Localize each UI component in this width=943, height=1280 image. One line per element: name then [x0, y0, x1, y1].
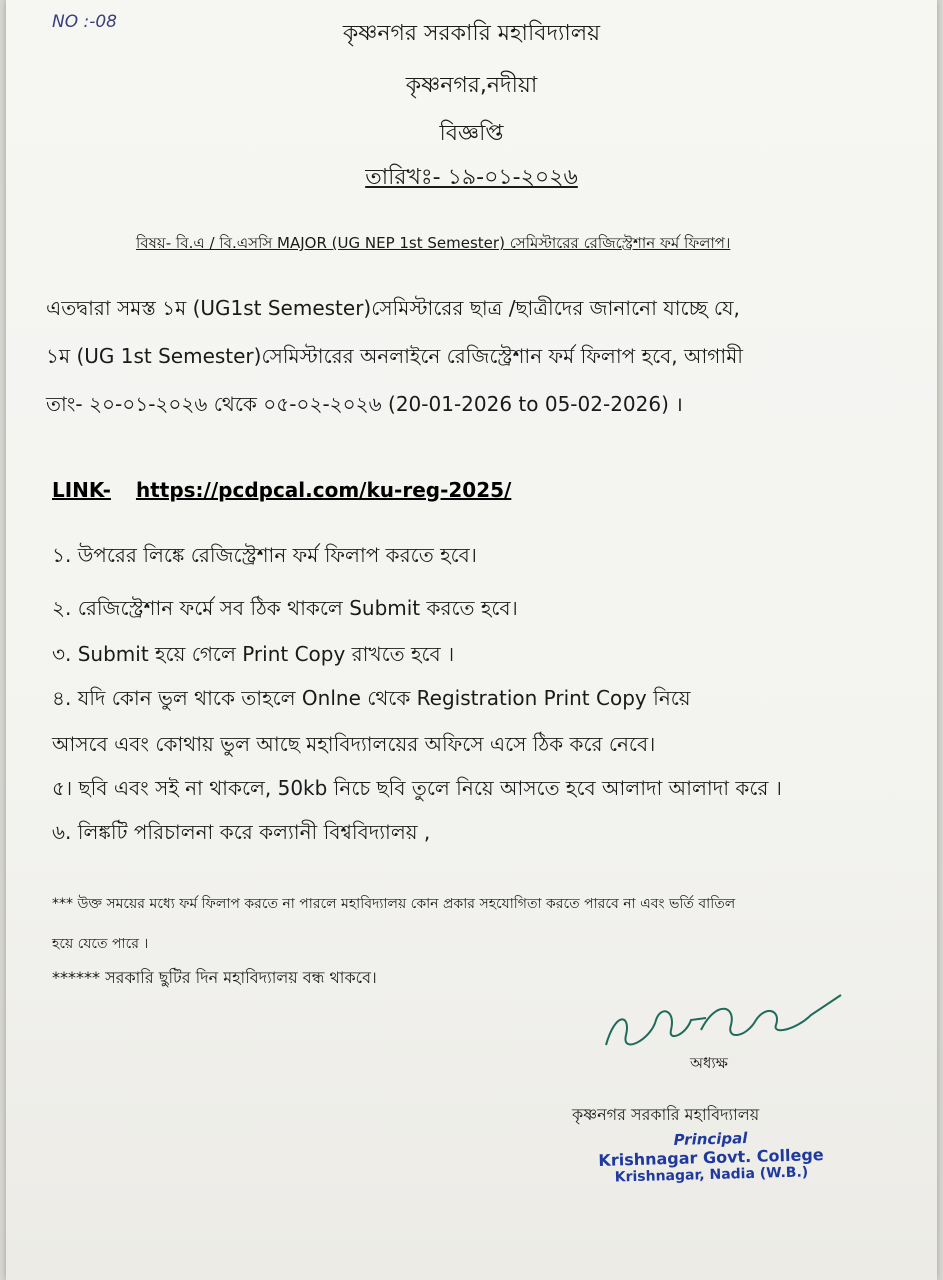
principal-designation: অধ্যক্ষ	[690, 1054, 728, 1072]
notice-date: তারিখঃ- ১৯-০১-২০২৬	[365, 165, 578, 190]
notice-title: বিজ্ঞপ্তি	[439, 121, 504, 146]
notice-subject: বিষয়- বি.এ / বি.এসসি MAJOR (UG NEP 1st Semester) সেমিস্টারের রেজিস্ট্রেশান ফর্ম ফিলাপ।	[136, 234, 731, 252]
instruction-item-6: ৬. লিঙ্কটি পরিচালনা করে কল্যানী বিশ্ববিদ্যালয় ,	[52, 820, 431, 844]
notice-number: NO :-08	[52, 12, 117, 32]
body-line-1: এতদ্বারা সমস্ত ১ম (UG1st Semester)সেমিস্টারের ছাত্র /ছাত্রীদের জানানো যাচ্ছে যে,	[46, 296, 740, 320]
principal-stamp	[595, 1127, 826, 1186]
stamp-address: Krishnagar, Nadia (W.B.)	[614, 1164, 809, 1186]
warning-note: *** উক্ত সময়ের মধ্যে ফর্ম ফিলাপ করতে না পারলে মহাবিদ্যালয় কোন প্রকার সহযোগিতা করতে পারবে না এবং ভর্তি বাতিল	[52, 896, 736, 912]
holiday-note: ****** সরকারি ছুটির দিন মহাবিদ্যালয় বন্ধ থাকবে।	[52, 968, 377, 987]
link-label: LINK-	[52, 478, 111, 502]
instruction-item-2: ২. রেজিস্ট্রেশান ফর্মে সব ঠিক থাকলে Submit করতে হবে।	[52, 596, 518, 620]
signature-college-name: কৃষ্ণনগর সরকারি মহাবিদ্যালয়	[572, 1105, 760, 1124]
body-line-3: তাং- ২০-০১-২০২৬ থেকে ০৫-০২-২০২৬ (20-01-2026 to 05-02-2026) ।	[46, 392, 683, 416]
warning-note-continued: হয়ে যেতে পারে ।	[52, 936, 149, 952]
instruction-item-3: ৩. Submit হয়ে গেলে Print Copy রাখতে হবে ।	[52, 642, 455, 666]
college-location: কৃষ্ণনগর,নদীয়া	[405, 73, 538, 98]
body-line-2: ১ম (UG 1st Semester)সেমিস্টারের অনলাইনে রেজিস্ট্রেশান ফর্ম ফিলাপ হবে, আগামী	[46, 344, 744, 368]
instruction-item-4-continued: আসবে এবং কোথায় ভুল আছে মহাবিদ্যালয়ের অফিসে এসে ঠিক করে নেবে।	[52, 732, 656, 756]
instruction-item-1: ১. উপরের লিঙ্কে রেজিস্ট্রেশান ফর্ম ফিলাপ করতে হবে।	[52, 543, 477, 567]
college-name-heading: কৃষ্ণনগর সরকারি মহাবিদ্যালয়	[342, 21, 601, 46]
instruction-item-4: ৪. যদি কোন ভুল থাকে তাহলে Onlne থেকে Registration Print Copy নিয়ে	[52, 686, 691, 710]
notice-page	[6, 0, 937, 1280]
instruction-item-5: ৫। ছবি এবং সই না থাকলে, 50kb নিচে ছবি তুলে নিয়ে আসতে হবে আলাদা আলাদা করে ।	[52, 776, 782, 800]
principal-signature	[596, 990, 846, 1050]
stamp-college: Krishnagar Govt. College	[598, 1145, 824, 1170]
stamp-title: Principal	[673, 1129, 748, 1149]
registration-link-row	[52, 478, 511, 502]
registration-link[interactable]: https://pcdpcal.com/ku-reg-2025/	[135, 478, 512, 502]
